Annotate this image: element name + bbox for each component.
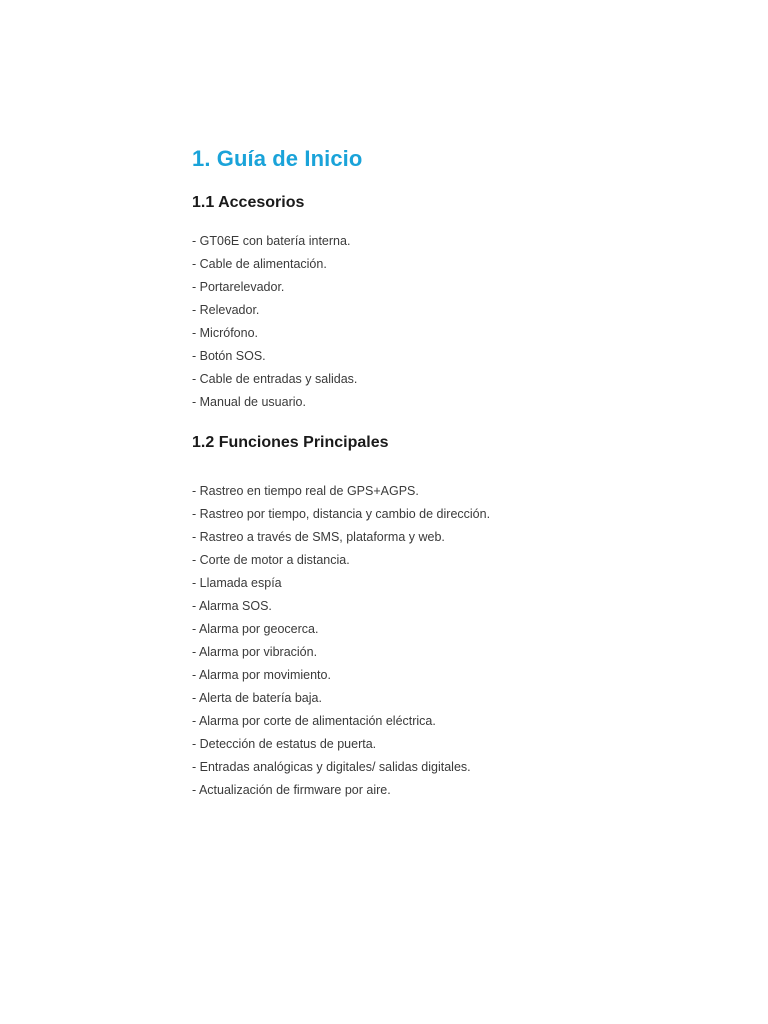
list-item: - Alarma por geocerca. [192,622,319,636]
list-item: - GT06E con batería interna. [192,234,351,248]
section-title-funciones: 1.2 Funciones Principales [192,434,389,451]
list-item: - Actualización de firmware por aire. [192,783,391,797]
list-item: - Rastreo por tiempo, distancia y cambio de dirección. [192,507,491,521]
list-item: - Cable de alimentación. [192,257,327,271]
list-item: - Corte de motor a distancia. [192,553,350,567]
accessories-list [192,230,712,414]
list-item: - Alarma por vibración. [192,645,318,659]
document-content [192,142,712,802]
functions-list [192,480,712,802]
section-title-accesorios: 1.1 Accesorios [192,194,305,211]
list-item: - Rastreo en tiempo real de GPS+AGPS. [192,484,419,498]
list-item: - Manual de usuario. [192,395,306,409]
list-item: - Entradas analógicas y digitales/ salidas digitales. [192,760,471,774]
list-item: - Botón SOS. [192,349,266,363]
list-item: - Cable de entradas y salidas. [192,372,358,386]
list-item: - Micrófono. [192,326,258,340]
list-item: - Alarma por corte de alimentación eléctrica. [192,714,436,728]
list-item: - Alarma SOS. [192,599,272,613]
list-item: - Relevador. [192,303,260,317]
list-item: - Detección de estatus de puerta. [192,737,377,751]
list-item: - Alarma por movimiento. [192,668,331,682]
section-accesorios [192,192,712,414]
chapter-title: 1. Guía de Inicio [192,146,363,171]
list-item: - Rastreo a través de SMS, plataforma y web. [192,530,445,544]
list-item: - Llamada espía [192,576,282,590]
section-funciones-principales [192,432,712,802]
list-item: - Portarelevador. [192,280,285,294]
list-item: - Alerta de batería baja. [192,691,322,705]
